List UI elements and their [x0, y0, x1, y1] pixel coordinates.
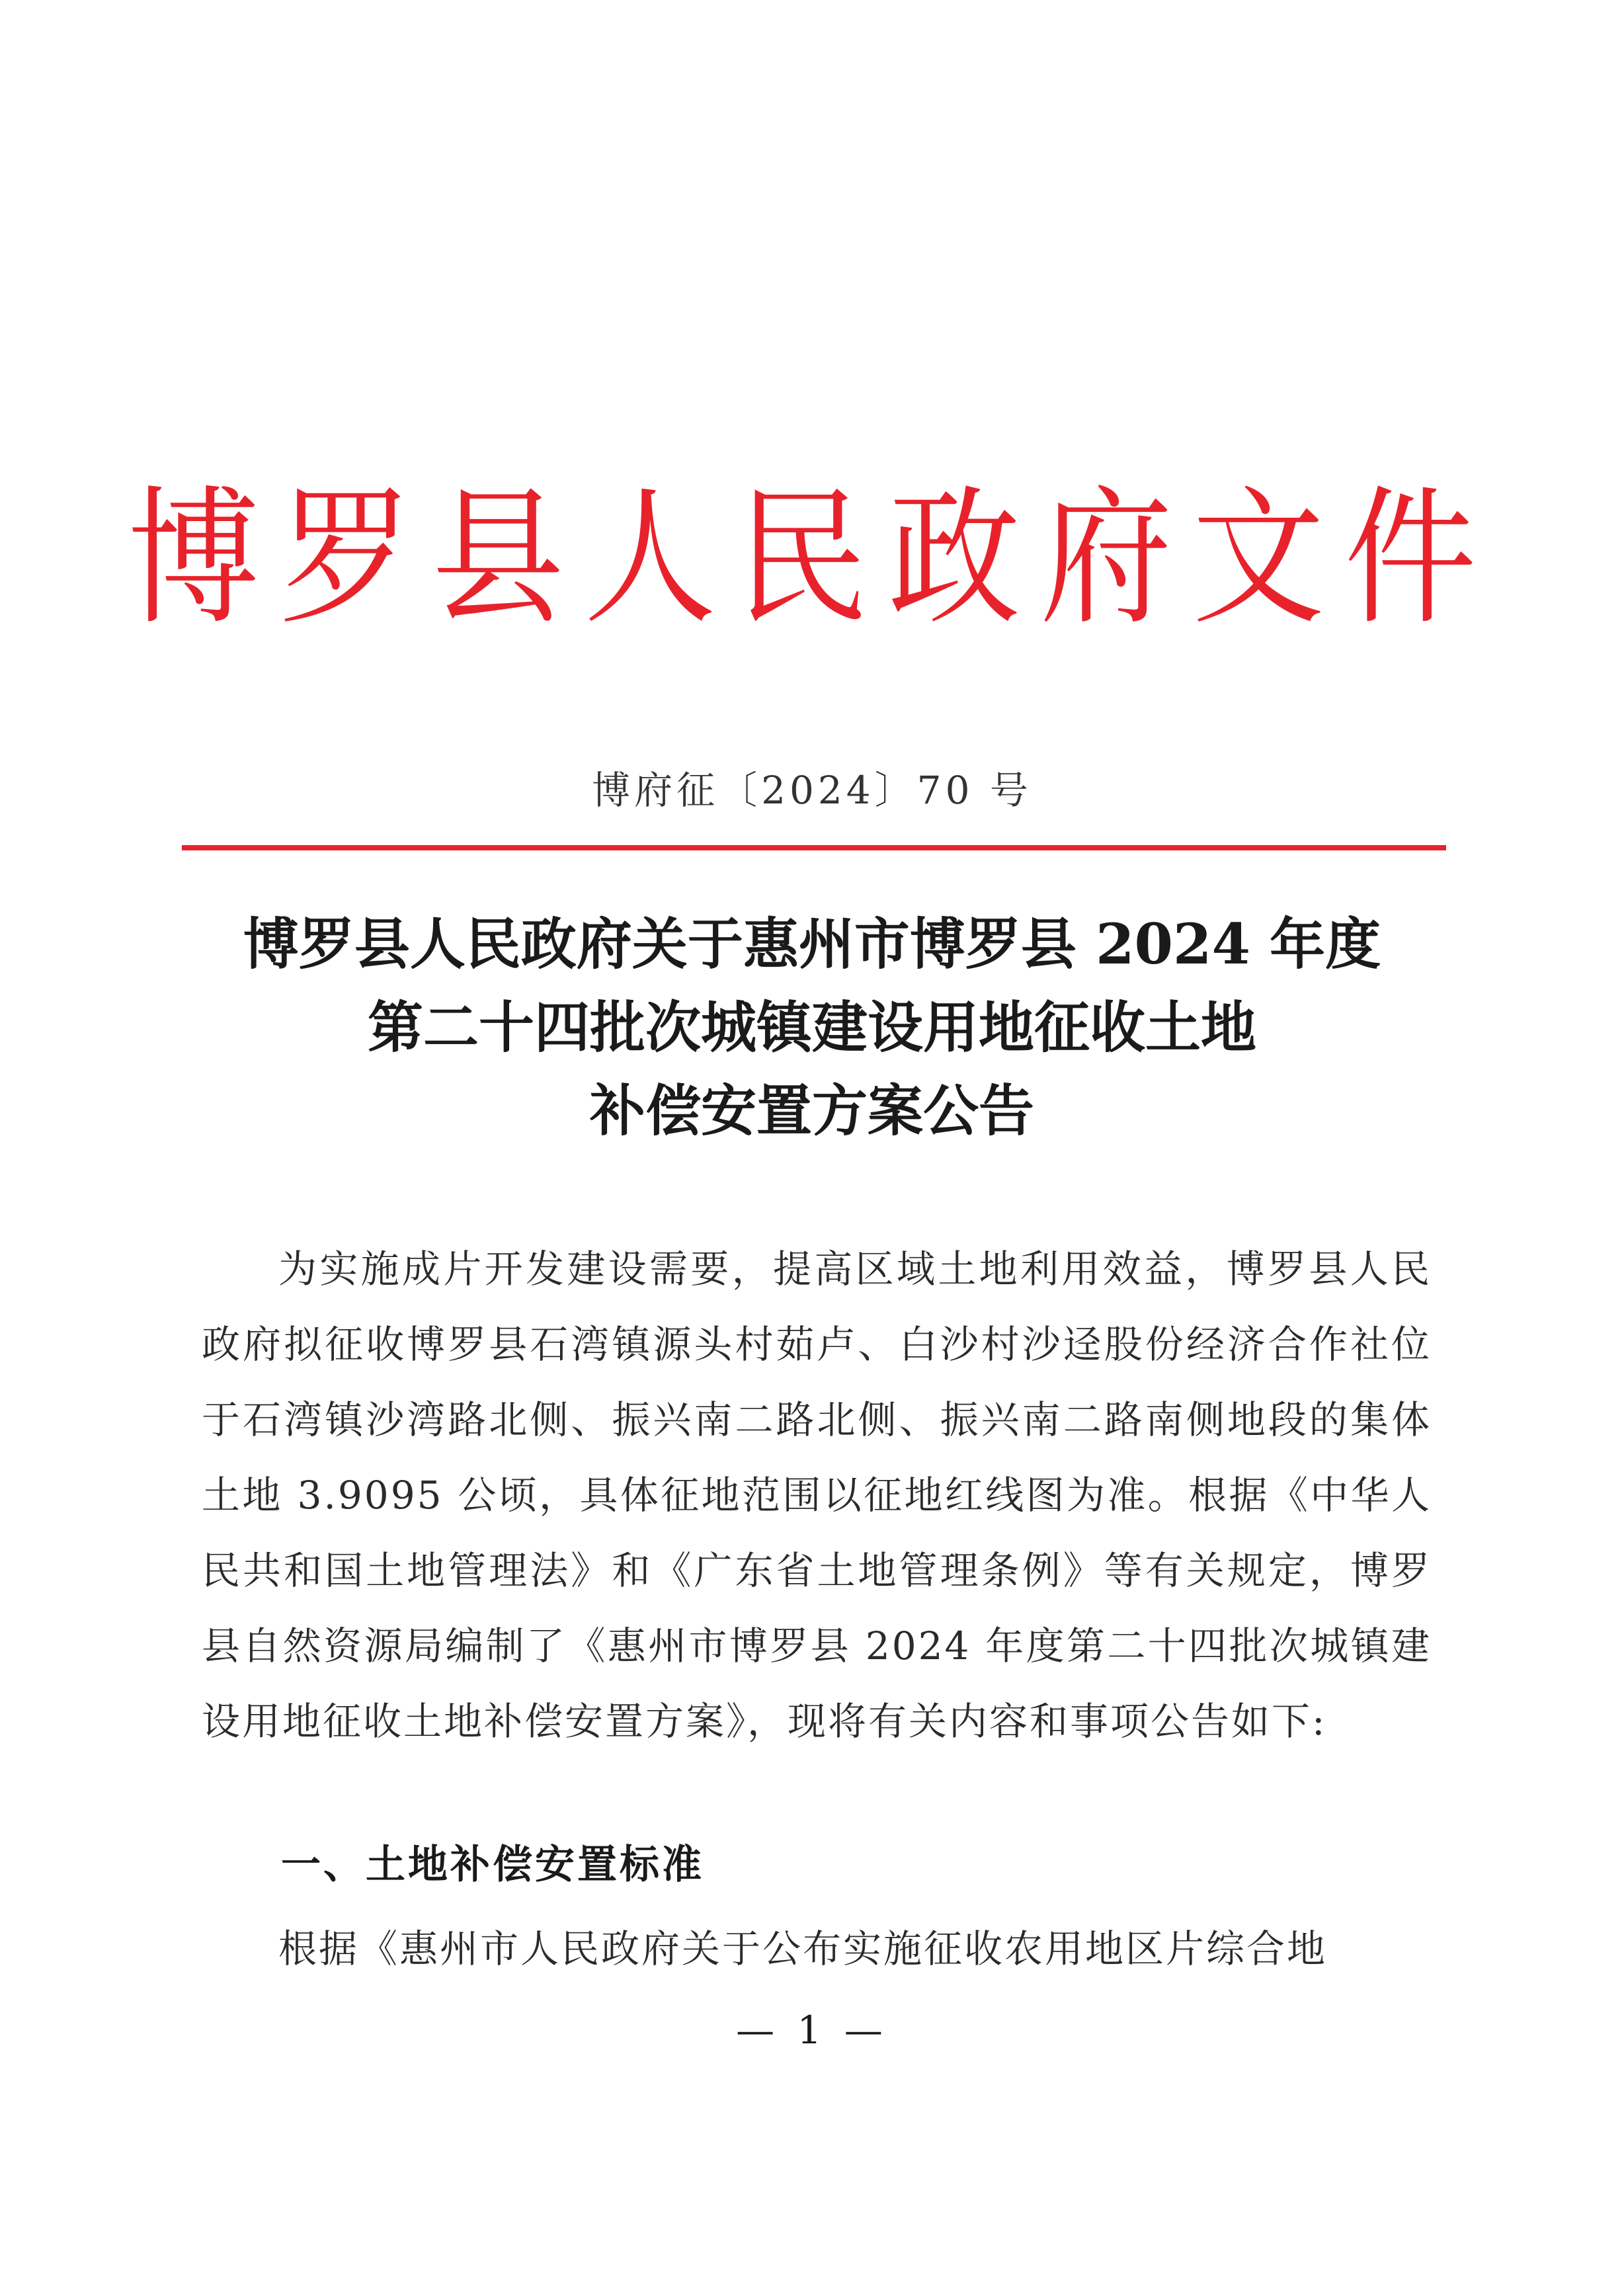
title-line-3: 补偿安置方案公告	[589, 1078, 1034, 1143]
body-paragraph-1: 为实施成片开发建设需要，提高区域土地利用效益，博罗县人民政府拟征收博罗县石湾镇源头村茹卢、白沙村沙迳股份经济合作社位于石湾镇沙湾路北侧、振兴南二路北侧、振兴南二路南侧地段的集体土地 3.9095 公顷，具体征地范围以征地红线图为准。根据《中华人民共和国土地管理法》和《广东省土地管理条例》等有关规定，博罗县自然资源局编制了《惠州市博罗县 2024 年度第二十四批次城镇建设用地征收土地补偿安置方案》，现将有关内容和事项公告如下:	[202, 1247, 1432, 1744]
title-line-2: 第二十四批次城镇建设用地征收土地	[367, 995, 1256, 1060]
title-line-1: 博罗县人民政府关于惠州市博罗县 2024 年度	[243, 911, 1381, 977]
masthead-title: 博罗县人民政府文件	[127, 472, 1496, 645]
body-paragraph-2: 根据《惠州市人民政府关于公布实施征收农用地区片综合地	[278, 1926, 1328, 1971]
red-divider-line	[182, 845, 1446, 850]
document-title	[159, 903, 1465, 1153]
section-heading-1: 一、土地补偿安置标准	[281, 1842, 704, 1888]
page-number: — 1 —	[736, 2008, 888, 2053]
document-number: 博府征〔2024〕70 号	[592, 768, 1032, 813]
